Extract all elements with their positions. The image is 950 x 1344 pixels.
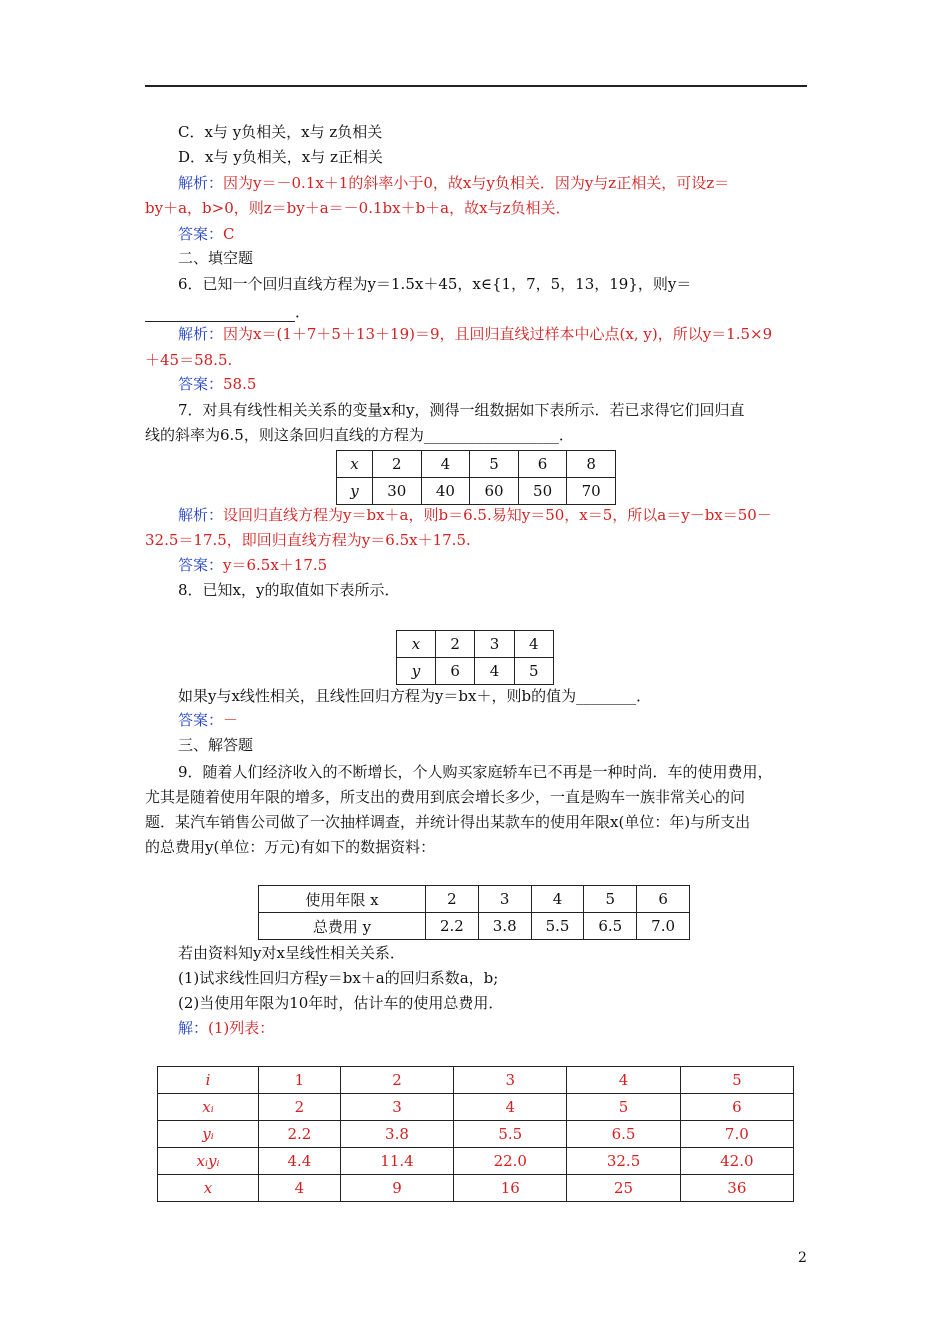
q9-para-5: 若由资料知y对x呈线性相关关系． (178, 944, 405, 962)
q9-para-4: 的总费用y(单位：万元)有如下的数据资料： (145, 838, 436, 856)
table-cell: 6 (680, 1094, 793, 1121)
table-cell: 3.8 (478, 913, 531, 940)
q6-analysis-line2: ＋45＝58.5. (145, 351, 233, 369)
table-cell: 2 (340, 1067, 453, 1094)
q8-line1: 8．已知x，y的取值如下表所示． (178, 581, 400, 599)
q8-line2: 如果y与x线性相关，且线性回归方程为y＝bx＋，则b的值为________． (178, 687, 652, 705)
table-cell: 2 (426, 886, 479, 913)
table-row (158, 1121, 794, 1148)
q9-part-2: (2)当使用年限为10年时，估计车的使用总费用． (178, 994, 504, 1012)
q6-text: 6．已知一个回归直线方程为y＝1.5x＋45，x∈{1，7，5，13，19}，则y＝ (178, 275, 692, 293)
q9-para-2: 尤其是随着使用年限的增多，所支出的费用到底会增长多少，一直是购车一族非常关心的问 (145, 788, 746, 806)
table-cell: 70 (567, 478, 616, 505)
table-cell: 40 (421, 478, 470, 505)
q7-analysis-line2: 32.5＝17.5，即回归直线方程为y＝6.5x＋17.5. (145, 531, 471, 549)
table-row (397, 658, 554, 685)
table-cell: 9 (340, 1175, 453, 1202)
table-cell: 3 (340, 1094, 453, 1121)
q6-blank (145, 307, 295, 322)
section-solve: 三、解答题 (178, 736, 254, 754)
table-cell: 22.0 (454, 1148, 567, 1175)
table-row (397, 631, 554, 658)
table-row (158, 1094, 794, 1121)
table-cell: 4 (259, 1175, 341, 1202)
answer-value: C (223, 225, 235, 243)
table-cell: 5 (584, 886, 637, 913)
table-cell: 4 (514, 631, 553, 658)
table-cell: 5 (567, 1094, 680, 1121)
q7-line2: 线的斜率为6.5，则这条回归直线的方程为__________________． (145, 426, 574, 444)
option-d: D．x与 y负相关，x与 z正相关 (178, 148, 383, 166)
table-cell: 25 (567, 1175, 680, 1202)
table-row (337, 451, 616, 478)
table-cell: y (411, 662, 421, 680)
table-cell: 5 (680, 1067, 793, 1094)
table-cell: 4 (475, 658, 514, 685)
table-cell: 6 (518, 451, 567, 478)
table-row (259, 913, 690, 940)
table-cell: 8 (567, 451, 616, 478)
q9-solution-intro (178, 1018, 274, 1038)
table-cell: yᵢ (202, 1125, 214, 1143)
table-cell: x (203, 1179, 213, 1197)
q6-answer (178, 374, 256, 394)
answer-value: 58.5 (223, 375, 257, 393)
table-cell: 2 (436, 631, 475, 658)
answer-value: y＝6.5x＋17.5 (223, 556, 328, 574)
analysis-text: 因为y＝－0.1x＋1的斜率小于0，故x与y负相关．因为y与z正相关，可设z＝ (223, 174, 730, 192)
q6-blank-line (145, 302, 310, 322)
answer-label: 答案： (178, 556, 224, 574)
table-row (158, 1175, 794, 1202)
table-cell: 30 (373, 478, 422, 505)
table-cell: 6 (637, 886, 690, 913)
answer-label: 答案： (178, 375, 224, 393)
table-cell: 5.5 (454, 1121, 567, 1148)
table-cell: 4 (421, 451, 470, 478)
solution-text: (1)列表： (208, 1019, 275, 1037)
q7-table (336, 450, 616, 505)
table-cell: x (350, 455, 359, 473)
q8-table (396, 630, 554, 685)
table-cell: 32.5 (567, 1148, 680, 1175)
table-row (259, 886, 690, 913)
q7-answer (178, 555, 327, 575)
analysis-label: 解析： (178, 506, 224, 524)
table-cell: 4.4 (259, 1148, 341, 1175)
table-cell: 1 (259, 1067, 341, 1094)
table-cell: 4 (567, 1067, 680, 1094)
q9-para-1: 9．随着人们经济收入的不断增长，个人购买家庭轿车已不再是一种时尚．车的使用费用， (178, 763, 773, 781)
analysis-label: 解析： (178, 174, 224, 192)
table-cell: 60 (470, 478, 519, 505)
table-row (158, 1067, 794, 1094)
analysis-text: 因为x＝(1＋7＋5＋13＋19)＝9，且回归直线过样本中心点(x, y)，所以y＝1.5×9 (223, 325, 773, 343)
table-cell: 11.4 (340, 1148, 453, 1175)
table-cell: y (350, 482, 359, 500)
q6-analysis-line1 (178, 324, 772, 344)
table-cell: 总费用 y (259, 913, 426, 940)
option-c: C．x与 y负相关，x与 z负相关 (178, 123, 383, 141)
q5-analysis-line2: by＋a，b>0，则z＝by＋a＝－0.1bx＋b＋a，故x与z负相关． (145, 199, 571, 217)
table-cell: 50 (518, 478, 567, 505)
table-cell: 42.0 (680, 1148, 793, 1175)
table-cell: 6 (436, 658, 475, 685)
table-cell: 4 (454, 1094, 567, 1121)
table-cell: xᵢ (202, 1098, 214, 1116)
q5-analysis-line1 (178, 173, 729, 193)
analysis-label: 解析： (178, 325, 224, 343)
answer-label: 答案： (178, 711, 224, 729)
q6-blank-end: ． (295, 303, 311, 321)
table-cell: 2 (373, 451, 422, 478)
q9-part-1: (1)试求线性回归方程y＝bx＋a的回归系数a，b; (178, 969, 499, 987)
table-row (158, 1148, 794, 1175)
table-cell: 3 (475, 631, 514, 658)
table-cell: 6.5 (584, 913, 637, 940)
table-cell: 7.0 (680, 1121, 793, 1148)
q9-para-3: 题．某汽车销售公司做了一次抽样调查，并统计得出某款车的使用年限x(单位：年)与所支出 (145, 813, 751, 831)
table-cell: 5 (470, 451, 519, 478)
table-cell: 5 (514, 658, 553, 685)
answer-value: － (223, 711, 239, 729)
table-cell: 3 (478, 886, 531, 913)
section-fill-in: 二、填空题 (178, 249, 254, 267)
table-cell: 3.8 (340, 1121, 453, 1148)
page-number: 2 (798, 1250, 807, 1266)
table-cell: 16 (454, 1175, 567, 1202)
analysis-text: 设回归直线方程为y＝bx＋a，则b＝6.5.易知y＝50，x＝5，所以a＝y－bx＝50－ (223, 506, 772, 524)
q7-analysis-line1 (178, 505, 772, 525)
answer-label: 答案： (178, 225, 224, 243)
table-cell: 5.5 (531, 913, 584, 940)
q9-data-table (258, 885, 690, 940)
table-cell: 7.0 (637, 913, 690, 940)
table-cell: 使用年限 x (259, 886, 426, 913)
q7-line1: 7．对具有线性相关关系的变量x和y，测得一组数据如下表所示．若已求得它们回归直 (178, 401, 745, 419)
solution-label: 解： (178, 1019, 209, 1037)
table-row (337, 478, 616, 505)
q5-answer (178, 224, 235, 244)
table-cell: xᵢyᵢ (196, 1152, 220, 1170)
table-cell: 2.2 (426, 913, 479, 940)
table-cell: 4 (531, 886, 584, 913)
header-rule (145, 85, 807, 87)
table-cell: i (205, 1071, 211, 1089)
table-cell: 2.2 (259, 1121, 341, 1148)
table-cell: 2 (259, 1094, 341, 1121)
table-cell: x (411, 635, 421, 653)
table-cell: 36 (680, 1175, 793, 1202)
table-cell: 3 (454, 1067, 567, 1094)
table-cell: 6.5 (567, 1121, 680, 1148)
q9-solution-table (157, 1066, 794, 1202)
q8-answer (178, 710, 238, 730)
